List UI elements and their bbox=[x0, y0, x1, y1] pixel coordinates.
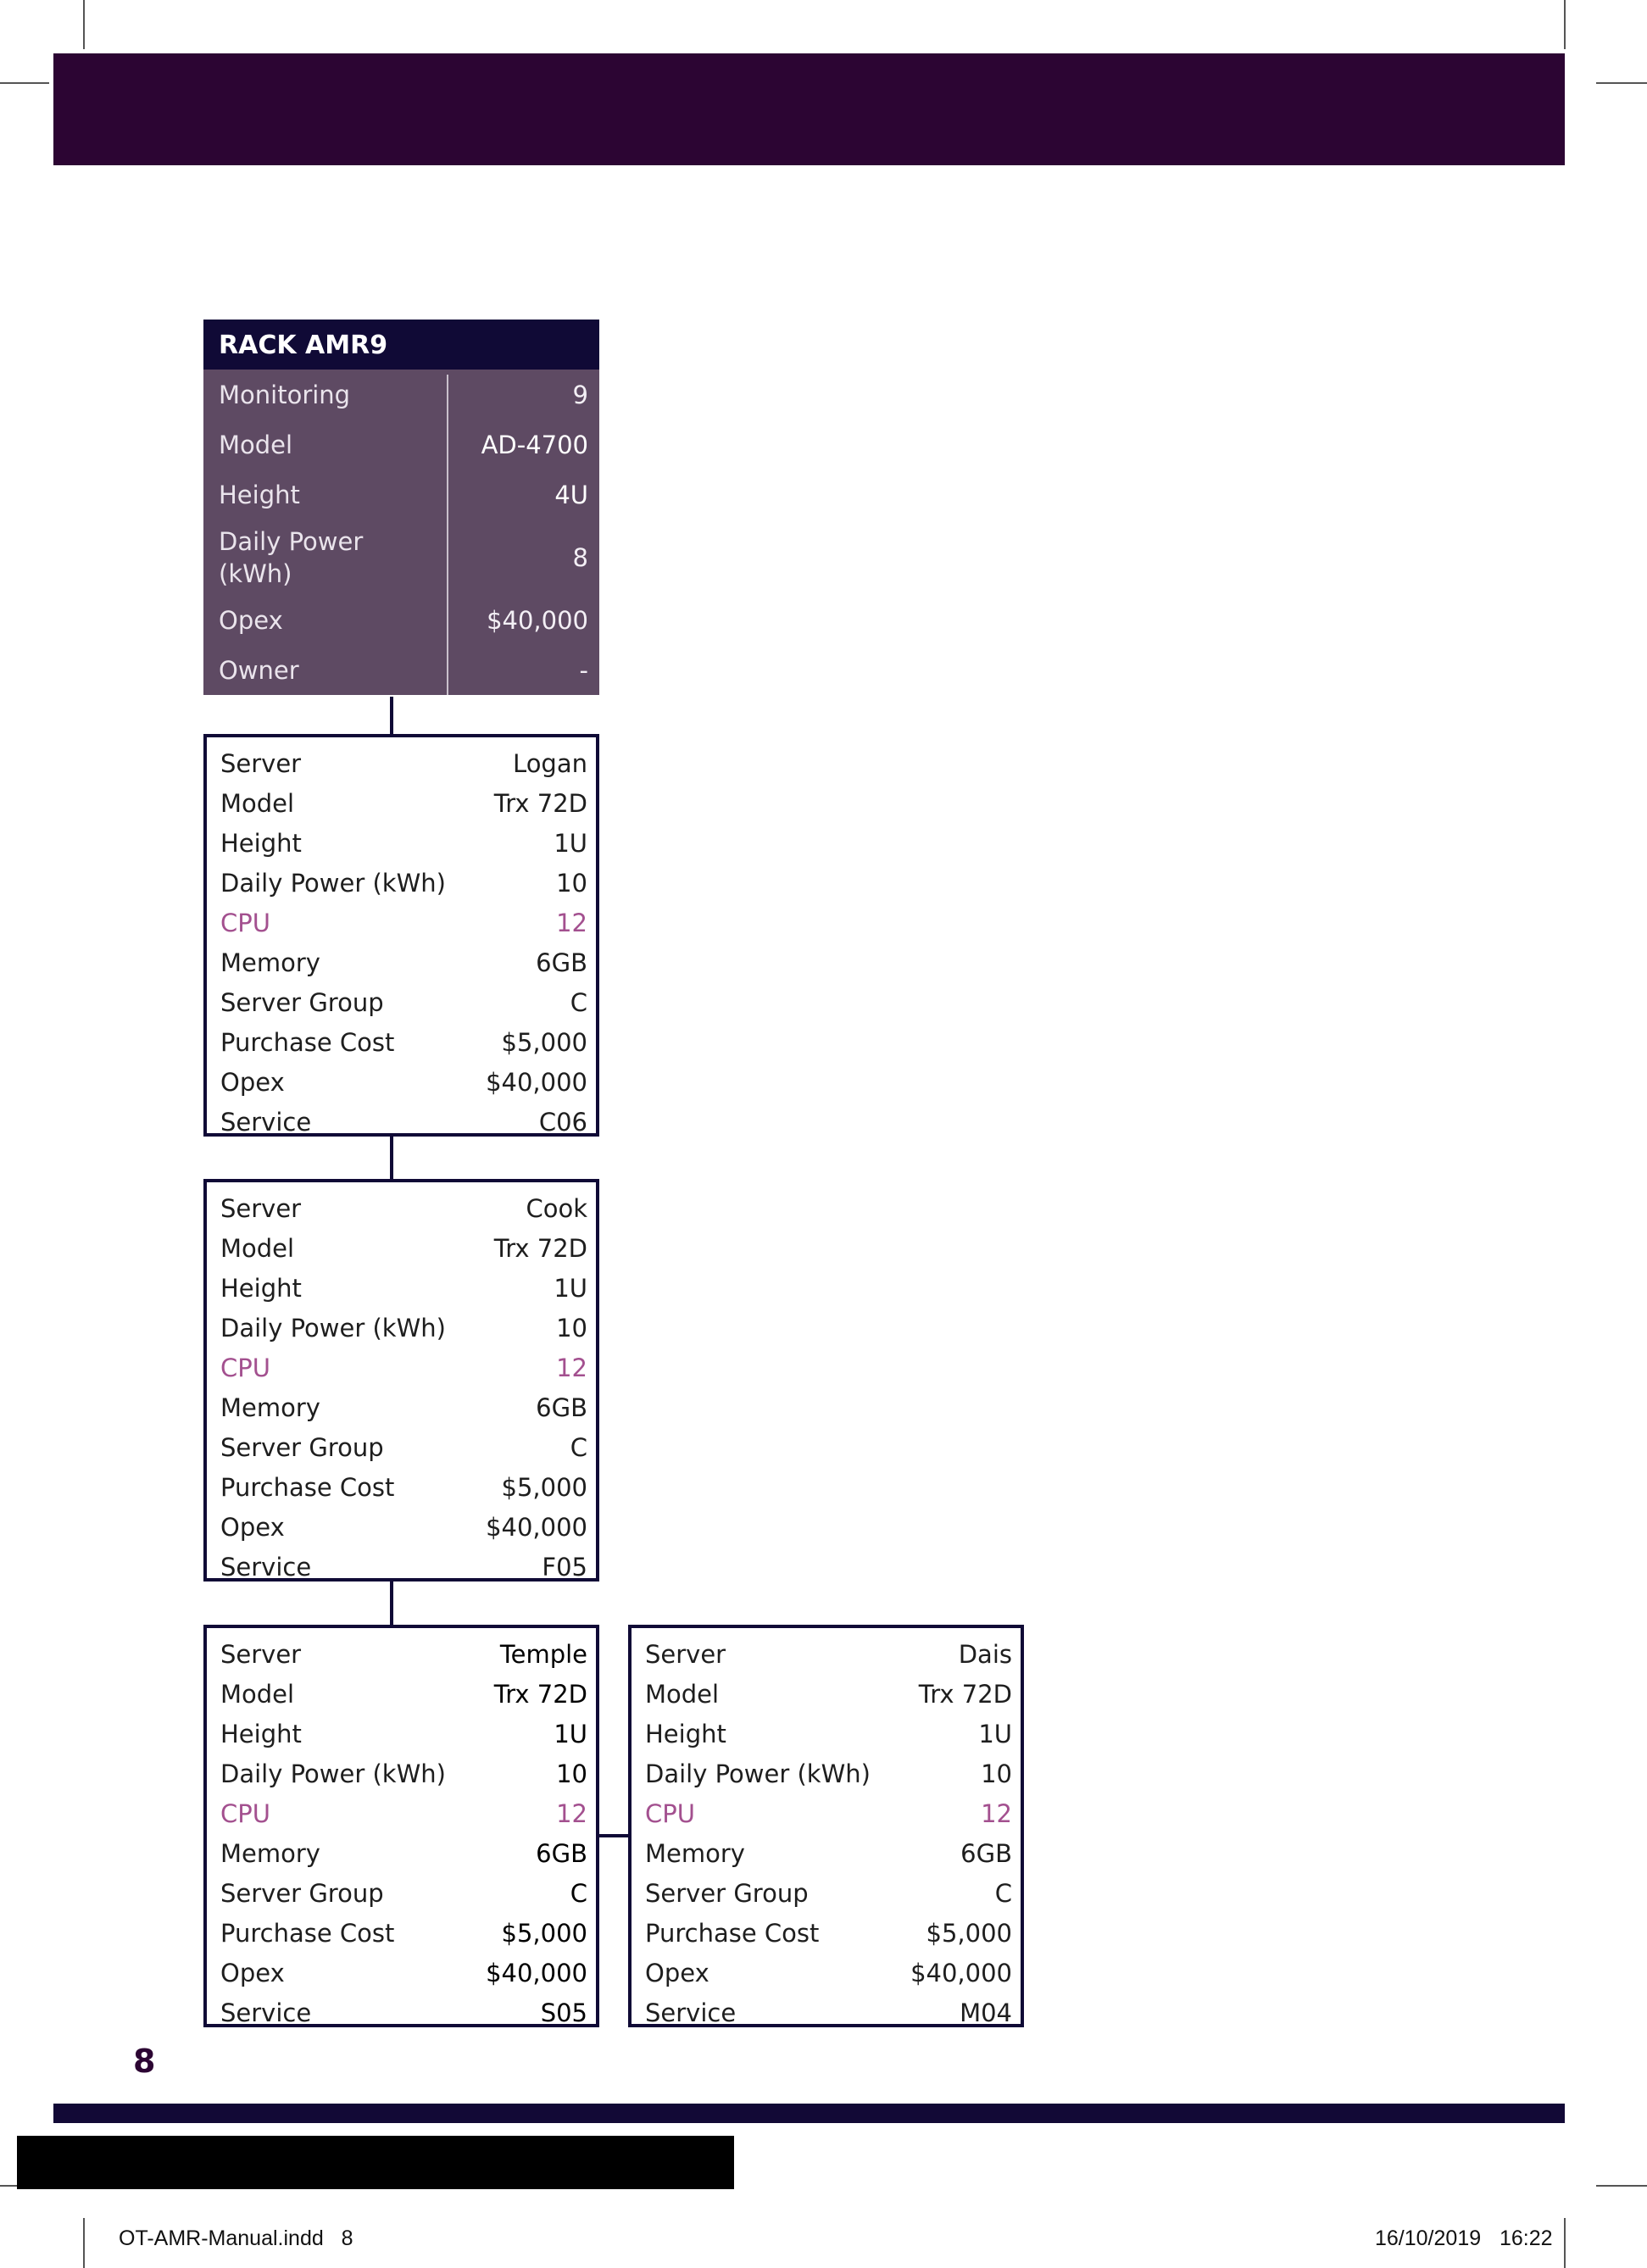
card-row bbox=[220, 1103, 587, 1142]
row-value: 12 bbox=[981, 1799, 1012, 1828]
footer-time: 16:22 bbox=[1500, 2226, 1553, 2250]
row-label: Purchase Cost bbox=[220, 1473, 395, 1502]
rack-row-owner bbox=[203, 645, 599, 695]
row-label: Memory bbox=[220, 1839, 320, 1868]
row-label: Opex bbox=[645, 1959, 709, 1987]
card-row bbox=[220, 1914, 587, 1954]
card-row-cpu bbox=[220, 1794, 587, 1834]
row-value: Temple bbox=[499, 1640, 587, 1669]
row-label: Height bbox=[645, 1720, 726, 1748]
footer-band bbox=[53, 2104, 1565, 2123]
row-label: Opex bbox=[220, 1513, 285, 1542]
rack-row-daily-power bbox=[203, 520, 599, 595]
row-value: Dais bbox=[958, 1640, 1012, 1669]
row-label: Height bbox=[220, 1274, 302, 1303]
rack-value: 9 bbox=[572, 380, 588, 409]
row-value: $40,000 bbox=[486, 1513, 587, 1542]
row-value: S05 bbox=[540, 1998, 587, 2027]
row-label: Model bbox=[220, 789, 295, 818]
card-row bbox=[220, 1229, 587, 1269]
card-row bbox=[220, 1468, 587, 1508]
row-label: Daily Power (kWh) bbox=[220, 1314, 446, 1342]
card-row bbox=[645, 1993, 1012, 2033]
row-value: C bbox=[994, 1879, 1012, 1908]
crop-mark bbox=[83, 0, 85, 49]
connector-line bbox=[390, 1581, 393, 1627]
row-value: Trx 72D bbox=[493, 1234, 587, 1263]
row-value: 1U bbox=[554, 1720, 587, 1748]
card-row bbox=[220, 1023, 587, 1063]
card-row bbox=[220, 1715, 587, 1754]
card-row bbox=[220, 1675, 587, 1715]
row-label: Server Group bbox=[220, 988, 384, 1017]
row-label: Opex bbox=[220, 1959, 285, 1987]
row-value: C bbox=[570, 1433, 587, 1462]
rack-value: $40,000 bbox=[487, 605, 588, 635]
connector-line bbox=[596, 1834, 632, 1837]
card-row bbox=[220, 1309, 587, 1348]
page-number: 8 bbox=[133, 2043, 156, 2080]
row-value: 12 bbox=[556, 1799, 587, 1828]
card-row bbox=[220, 1754, 587, 1794]
row-value: 1U bbox=[554, 1274, 587, 1303]
card-row bbox=[220, 784, 587, 824]
card-row bbox=[220, 1834, 587, 1874]
row-value: C bbox=[570, 988, 587, 1017]
row-value: 1U bbox=[978, 1720, 1012, 1748]
crop-mark bbox=[1596, 82, 1647, 84]
row-value: 12 bbox=[556, 1354, 587, 1382]
row-label: Memory bbox=[645, 1839, 745, 1868]
rack-label: Height bbox=[219, 480, 300, 509]
row-label: Server bbox=[220, 749, 302, 778]
card-row bbox=[220, 864, 587, 903]
row-label: Daily Power (kWh) bbox=[645, 1759, 871, 1788]
card-row-cpu bbox=[220, 903, 587, 943]
row-value: 6GB bbox=[536, 1393, 587, 1422]
row-label: Memory bbox=[220, 1393, 320, 1422]
rack-title: RACK AMR9 bbox=[203, 320, 599, 370]
row-label: Server Group bbox=[645, 1879, 809, 1908]
server-card-logan bbox=[203, 734, 599, 1137]
server-card-dais bbox=[628, 1625, 1024, 2027]
row-value: 10 bbox=[556, 1759, 587, 1788]
row-value: $40,000 bbox=[486, 1068, 587, 1097]
row-value: 6GB bbox=[536, 948, 587, 977]
row-label: Opex bbox=[220, 1068, 285, 1097]
row-value: $5,000 bbox=[501, 1028, 587, 1057]
row-value: Trx 72D bbox=[493, 1680, 587, 1709]
row-label: Server bbox=[645, 1640, 726, 1669]
row-label: Service bbox=[220, 1108, 312, 1137]
row-label: Server Group bbox=[220, 1879, 384, 1908]
card-row bbox=[220, 1508, 587, 1548]
crop-mark bbox=[1564, 2218, 1566, 2268]
row-value: 10 bbox=[981, 1759, 1012, 1788]
card-row bbox=[220, 1388, 587, 1428]
row-label: Model bbox=[645, 1680, 720, 1709]
row-label: CPU bbox=[220, 1799, 270, 1828]
card-row bbox=[645, 1834, 1012, 1874]
row-value: 10 bbox=[556, 1314, 587, 1342]
card-row bbox=[645, 1675, 1012, 1715]
rack-table bbox=[203, 320, 599, 695]
rack-row-height bbox=[203, 470, 599, 520]
row-label: Height bbox=[220, 829, 302, 858]
row-value: Cook bbox=[526, 1194, 587, 1223]
connector-line bbox=[390, 697, 393, 736]
rack-label: Opex bbox=[219, 605, 283, 635]
rack-label: Owner bbox=[219, 655, 299, 685]
row-value: 6GB bbox=[536, 1839, 587, 1868]
header-band bbox=[53, 53, 1565, 165]
row-label: Model bbox=[220, 1680, 295, 1709]
row-label: Memory bbox=[220, 948, 320, 977]
row-label: Server bbox=[220, 1640, 302, 1669]
row-value: $40,000 bbox=[486, 1959, 587, 1987]
row-label: Purchase Cost bbox=[220, 1919, 395, 1948]
row-label: CPU bbox=[645, 1799, 695, 1828]
row-label: Purchase Cost bbox=[220, 1028, 395, 1057]
rack-row-opex bbox=[203, 595, 599, 645]
crop-mark bbox=[1596, 2185, 1647, 2187]
card-row bbox=[220, 1954, 587, 1993]
row-value: $40,000 bbox=[910, 1959, 1012, 1987]
card-row bbox=[220, 824, 587, 864]
crop-mark bbox=[83, 2218, 85, 2268]
card-row bbox=[220, 744, 587, 784]
black-bar bbox=[17, 2136, 734, 2189]
card-row bbox=[645, 1874, 1012, 1914]
row-label: Daily Power (kWh) bbox=[220, 1759, 446, 1788]
card-row bbox=[220, 943, 587, 983]
card-row bbox=[645, 1954, 1012, 1993]
row-value: Logan bbox=[513, 749, 587, 778]
row-value: $5,000 bbox=[926, 1919, 1012, 1948]
crop-mark bbox=[0, 82, 49, 84]
row-value: 1U bbox=[554, 829, 587, 858]
row-value: $5,000 bbox=[501, 1473, 587, 1502]
footer-date: 16/10/2019 bbox=[1375, 2226, 1482, 2250]
row-value: F05 bbox=[542, 1553, 587, 1581]
card-row bbox=[645, 1914, 1012, 1954]
card-row bbox=[645, 1635, 1012, 1675]
footer-filename: OT-AMR-Manual.indd 8 bbox=[119, 2226, 353, 2250]
row-label: Model bbox=[220, 1234, 295, 1263]
card-row bbox=[220, 1993, 587, 2033]
card-row bbox=[220, 1635, 587, 1675]
card-row bbox=[645, 1754, 1012, 1794]
row-value: C bbox=[570, 1879, 587, 1908]
rack-row-model bbox=[203, 420, 599, 470]
row-label: CPU bbox=[220, 909, 270, 937]
row-label: CPU bbox=[220, 1354, 270, 1382]
card-row bbox=[220, 983, 587, 1023]
card-row bbox=[645, 1715, 1012, 1754]
row-label: Height bbox=[220, 1720, 302, 1748]
row-label: Service bbox=[220, 1553, 312, 1581]
card-row bbox=[220, 1269, 587, 1309]
row-label: Server Group bbox=[220, 1433, 384, 1462]
row-value: Trx 72D bbox=[918, 1680, 1012, 1709]
row-label: Server bbox=[220, 1194, 302, 1223]
card-row bbox=[220, 1548, 587, 1587]
server-card-temple bbox=[203, 1625, 599, 2027]
server-card-cook bbox=[203, 1179, 599, 1581]
row-value: C06 bbox=[538, 1108, 587, 1137]
card-row-cpu bbox=[220, 1348, 587, 1388]
rack-label: Model bbox=[219, 430, 293, 459]
row-label: Service bbox=[220, 1998, 312, 2027]
card-row-cpu bbox=[645, 1794, 1012, 1834]
row-value: M04 bbox=[960, 1998, 1012, 2027]
card-row bbox=[220, 1189, 587, 1229]
row-value: 12 bbox=[556, 909, 587, 937]
crop-mark bbox=[1564, 0, 1566, 49]
row-value: Trx 72D bbox=[493, 789, 587, 818]
rack-value: 8 bbox=[572, 542, 588, 572]
row-label: Service bbox=[645, 1998, 737, 2027]
rack-value: - bbox=[579, 655, 588, 685]
row-label: Purchase Cost bbox=[645, 1919, 820, 1948]
rack-value: 4U bbox=[554, 480, 588, 509]
row-label: Daily Power (kWh) bbox=[220, 869, 446, 898]
rack-value: AD-4700 bbox=[481, 430, 588, 459]
card-row bbox=[220, 1063, 587, 1103]
row-value: 10 bbox=[556, 869, 587, 898]
row-value: 6GB bbox=[960, 1839, 1012, 1868]
rack-row-monitoring bbox=[203, 370, 599, 420]
rack-body bbox=[203, 370, 599, 695]
rack-label: Monitoring bbox=[219, 380, 351, 409]
rack-label: Daily Power (kWh) bbox=[219, 526, 364, 588]
card-row bbox=[220, 1874, 587, 1914]
card-row bbox=[220, 1428, 587, 1468]
row-value: $5,000 bbox=[501, 1919, 587, 1948]
